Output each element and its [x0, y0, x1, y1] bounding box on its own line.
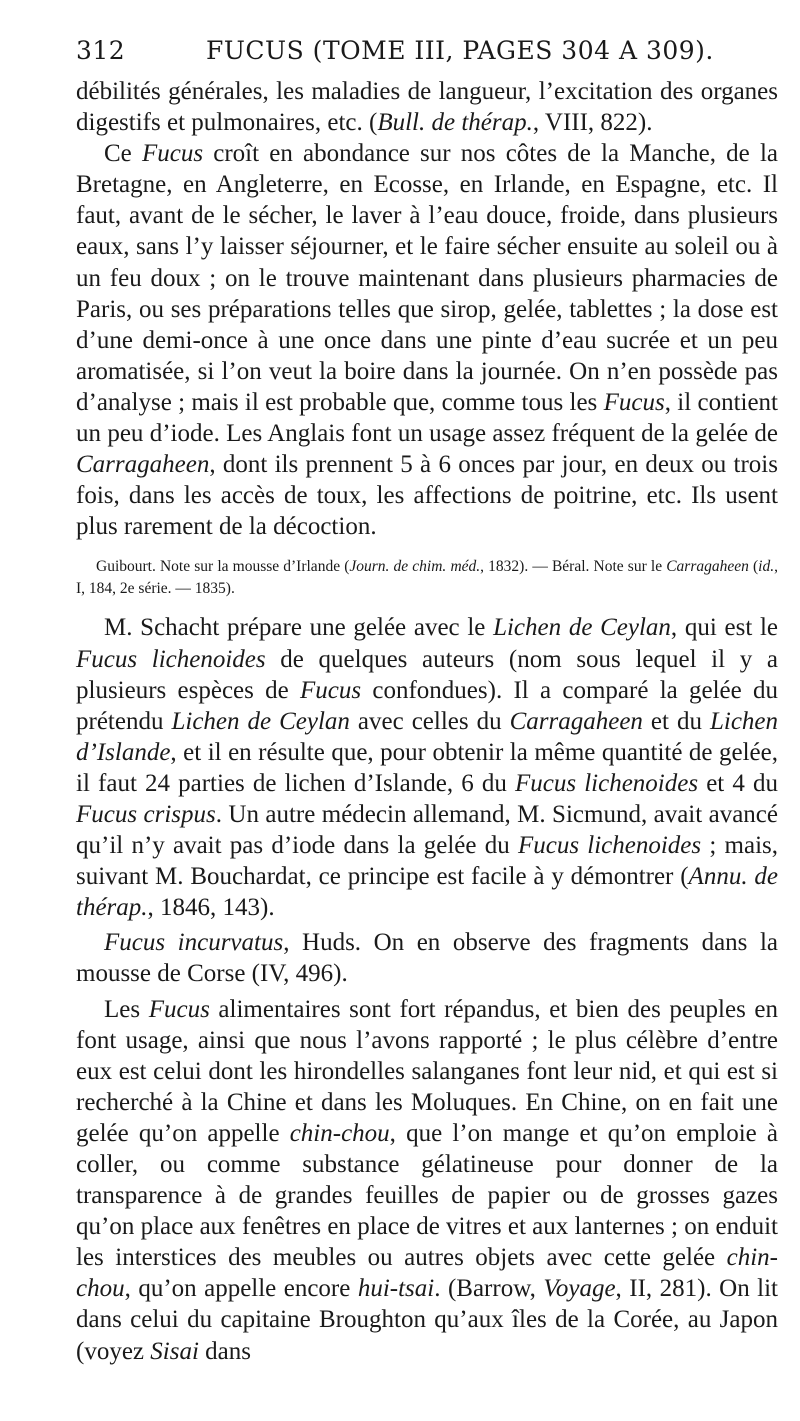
paragraph-fucus-habitat: Ce Fucus croît en abondance sur nos côtes de la Manche, de la Bretagne, en Angleterre, en Ecosse, en Irlande, en Espagne, etc. Il faut, avant de le sécher, le laver à l’eau douce, froide, dans plusieurs eaux, sans l’y laisser séjourner, et le faire sécher ensuite au soleil ou à un feu doux ; on le trouve maintenant dans plusieurs pharmacies de Paris, ou ses préparations telles que sirop, gelée, tablettes ; la dose est d’une demi-once à une once dans une pinte d’eau sucrée et un peu aromatisée, si l’on veut la boire dans la journée. On n’en possède pas d’analyse ; mais il est probable que, comme tous les Fucus, il contient un peu d’iode. Les Anglais font un usage assez fréquent de la gelée de Carragaheen, dont ils prennent 5 à 6 onces par jour, en deux ou trois fois, dans les accès de toux, les affections de poitrine, etc. Ils usent plus rarement de la décoction. — [76, 140, 779, 541]
running-header — [76, 36, 778, 76]
paragraph-fucus-alimentaires: Les Fucus alimentaires sont fort répandus, et bien des peuples en font usage, ainsi que nous l’avons rapporté ; le plus célèbre d’entre eux est celui dont les hirondelles salanganes font leur nid, et qui est si recherché à la Chine et dans les Moluques. En Chine, on en fait une gelée qu’on appelle chin-chou, que l’on mange et qu’on emploie à coller, ou comme substance gélatineuse pour donner de la transparence à de grandes feuilles de papier ou de grosses gazes qu’on place aux fenêtres en place de vitres et aux lanternes ; on enduit les interstices des meubles ou autres objets avec cette gelée chin-chou, qu’on appelle encore hui-tsai. (Barrow, Voyage, II, 281). On lit dans celui du capitaine Broughton qu’aux îles de la Corée, au Japon (voyez Sisai dans — [76, 995, 779, 1365]
paragraph-fucus-incurvatus: Fucus incurvatus, Huds. On en observe des fragments dans la mousse de Corse (IV, 496). — [76, 929, 778, 988]
paragraph-schacht: M. Schacht prépare une gelée avec le Lichen de Ceylan, qui est le Fucus lichenoides de quelques auteurs (nom sous lequel il y a plusieurs espèces de Fucus confondues). Il a comparé la gelée du prétendu Lichen de Ceylan avec celles du Carragaheen et du Lichen d’Islande, et il en résulte que, pour obtenir la même quantité de gelée, il faut 24 parties de lichen d’Islande, 6 du Fucus lichenoides et 4 du Fucus crispus. Un autre médecin allemand, M. Sicmund, avait avancé qu’il n’y avait pas d’iode dans la gelée du Fucus lichenoides ; mais, suivant M. Bouchardat, ce principe est facile à y démontrer (Annu. de thérap., 1846, 143). — [76, 614, 779, 922]
body-text — [76, 76, 778, 1367]
paragraph-continuation: débilités générales, les maladies de langueur, l’excitation des organes digestifs et pulmonaires, etc. (Bull. de thérap., VIII, 822). — [76, 78, 778, 137]
bibliographic-note: Guibourt. Note sur la mousse d’Irlande (Journ. de chim. méd., 1832). — Béral. Note sur le Carragaheen (id., I, 184, 2e série. — 1835). — [76, 558, 778, 598]
page-number: 312 — [76, 36, 126, 65]
running-title: FUCUS (TOME III, PAGES 304 A 309). — [206, 36, 714, 65]
